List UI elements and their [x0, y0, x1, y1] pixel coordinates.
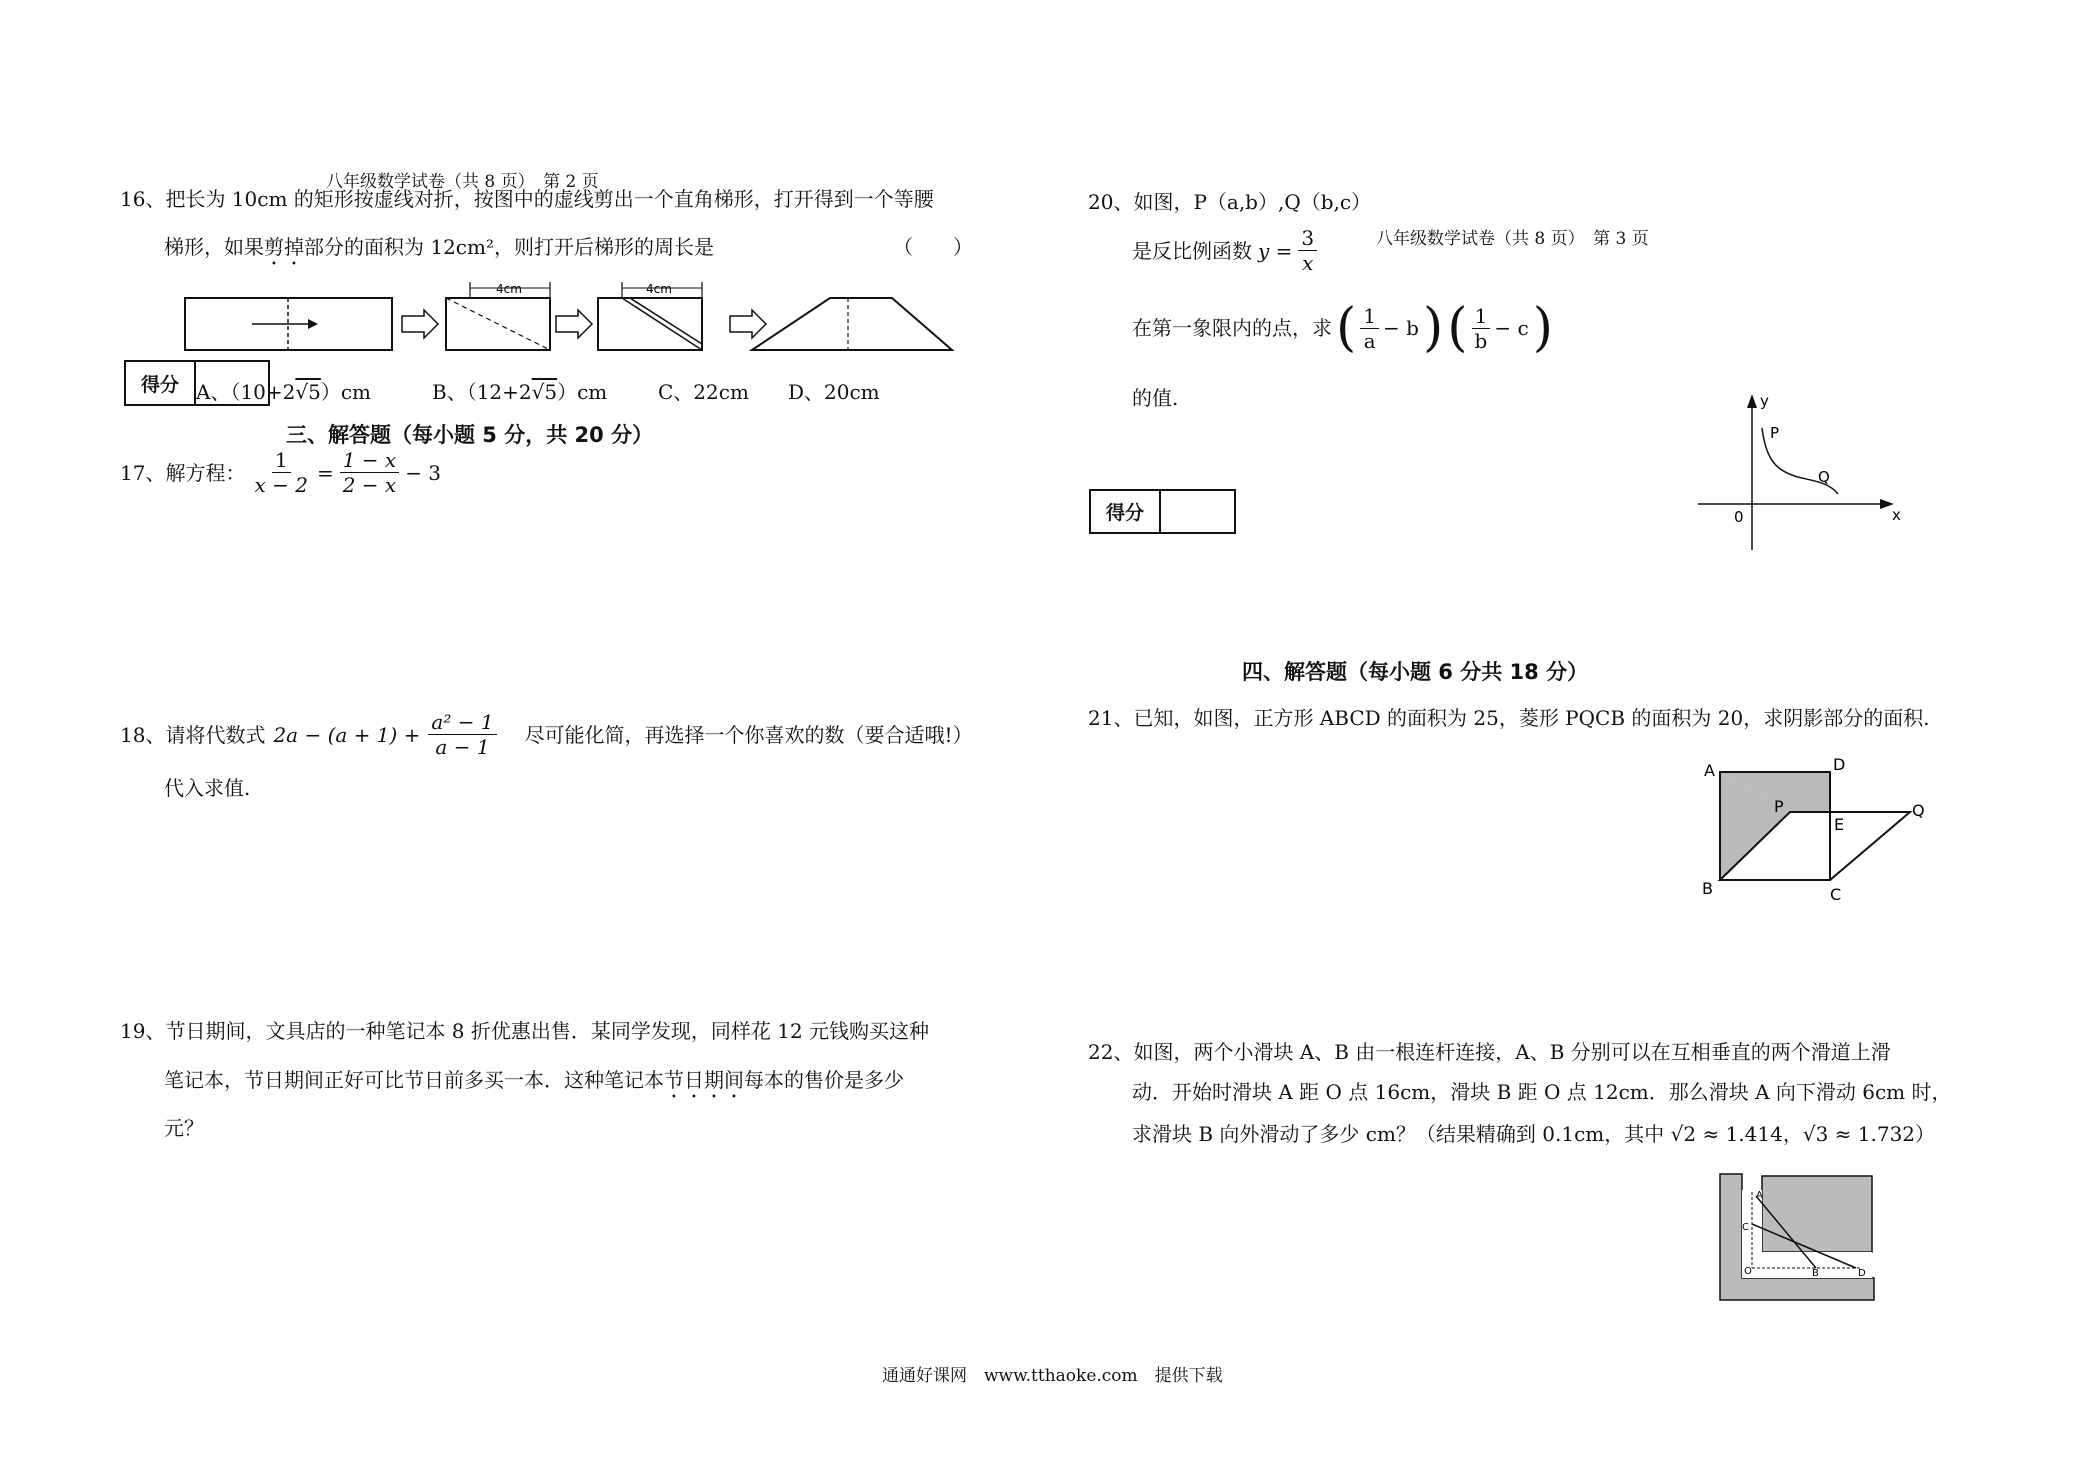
svg-text:B: B: [1812, 1268, 1819, 1279]
svg-text:O: O: [1744, 1266, 1752, 1277]
svg-text:Q: Q: [1818, 468, 1830, 486]
score-box-2: [1089, 489, 1236, 534]
q16-line1: 16、把长为 10cm 的矩形按虚线对折，按图中的虚线剪出一个直角梯形，打开得到一个等腰: [120, 187, 934, 211]
q16-option-d: D、20cm: [788, 380, 880, 404]
q20-line3: 在第一象限内的点，求 ( $\frac{1}{a}$ − b ) ( $\frac{1}{b}$ − c ): [1132, 298, 1553, 358]
q20-graph: [1690, 390, 1910, 560]
arrow-right-icon: [556, 310, 592, 338]
score-label: 得分: [1091, 491, 1161, 532]
q17: 17、解方程： $\frac{1}{x - 2}$ = $\frac{1 - x}{2 - x}$ − 3: [120, 448, 442, 497]
q22-line2: 动．开始时滑块 A 距 O 点 16cm，滑块 B 距 O 点 12cm．那么滑块 A 向下滑动 6cm 时，: [1132, 1080, 1952, 1104]
svg-text:x: x: [1892, 506, 1901, 524]
q20-line1: 20、如图，P（a,b）,Q（b,c）: [1088, 190, 1372, 214]
svg-text:E: E: [1834, 815, 1845, 834]
q16-4cm-label-1: 4cm: [496, 282, 522, 296]
q22-slider-figure: [1712, 1170, 1882, 1306]
q16-option-a: A、（10+2√5）cm: [196, 380, 372, 404]
q22-line3: 求滑块 B 向外滑动了多少 cm？（结果精确到 0.1cm，其中 √2 ≈ 1.414，√3 ≈ 1.732）: [1132, 1122, 1936, 1146]
svg-text:D: D: [1833, 755, 1846, 774]
q19-line2: 笔记本，节日期间正好可比节日前多买一本．这种笔记本节日期间每本的售价是多少: [164, 1068, 904, 1092]
svg-text:D: D: [1858, 1268, 1866, 1279]
q16-4cm-label-2: 4cm: [646, 282, 672, 296]
page-header-right: 八年级数学试卷（共 8 页） 第 3 页: [1376, 229, 1649, 249]
q16-option-c: C、22cm: [658, 380, 749, 404]
q21-text: 21、已知，如图，正方形 ABCD 的面积为 25，菱形 PQCB 的面积为 20，求阴影部分的面积.: [1088, 706, 1930, 730]
q22-line1: 22、如图，两个小滑块 A、B 由一根连杆连接，A、B 分别可以在互相垂直的两个滑道上滑: [1088, 1040, 1891, 1064]
q16-line2: 梯形，如果剪掉部分的面积为 12cm²，则打开后梯形的周长是: [164, 235, 714, 259]
svg-text:0: 0: [1734, 508, 1744, 526]
section-4-title: 四、解答题（每小题 6 分共 18 分）: [1242, 660, 1589, 684]
svg-text:P: P: [1770, 424, 1780, 442]
arrow-right-icon: [402, 310, 438, 338]
svg-text:y: y: [1760, 392, 1769, 410]
section-3-title: 三、解答题（每小题 5 分，共 20 分）: [286, 423, 654, 447]
svg-text:A: A: [1704, 761, 1715, 780]
q16-folding-diagram: [180, 276, 960, 356]
arrow-right-icon: [730, 310, 766, 338]
footer: 通通好课网 www.tthaoke.com 提供下载: [882, 1366, 1223, 1386]
q20-line4: 的值.: [1132, 386, 1179, 410]
svg-text:P: P: [1774, 797, 1784, 816]
q19-line1: 19、节日期间，文具店的一种笔记本 8 折优惠出售．某同学发现，同样花 12 元钱购买这种: [120, 1019, 930, 1043]
page-header-left: 八年级数学试卷（共 8 页） 第 2 页: [326, 172, 599, 192]
q16-answer-paren: （ ）: [893, 235, 973, 259]
q20-line2: 是反比例函数 y = $\frac{3}{x}$: [1132, 226, 1317, 275]
q16-option-b: B、（12+2√5）cm: [432, 380, 608, 404]
score-label: 得分: [126, 362, 196, 404]
svg-text:B: B: [1702, 879, 1713, 898]
svg-text:Q: Q: [1912, 801, 1925, 820]
isosceles-trapezoid: [752, 298, 952, 350]
svg-text:A: A: [1756, 1190, 1763, 1201]
q18-line2: 代入求值.: [164, 776, 251, 800]
svg-text:C: C: [1742, 1222, 1749, 1233]
svg-text:C: C: [1830, 885, 1842, 904]
q21-square-rhombus-figure: [1690, 752, 1930, 912]
q18: 18、请将代数式 2a − (a + 1) + $\frac{\text{a² − 1}}{a - 1}$ 尽可能化简，再选择一个你喜欢的数（要合适哦!）: [120, 710, 973, 759]
q19-line3: 元？: [164, 1116, 204, 1140]
